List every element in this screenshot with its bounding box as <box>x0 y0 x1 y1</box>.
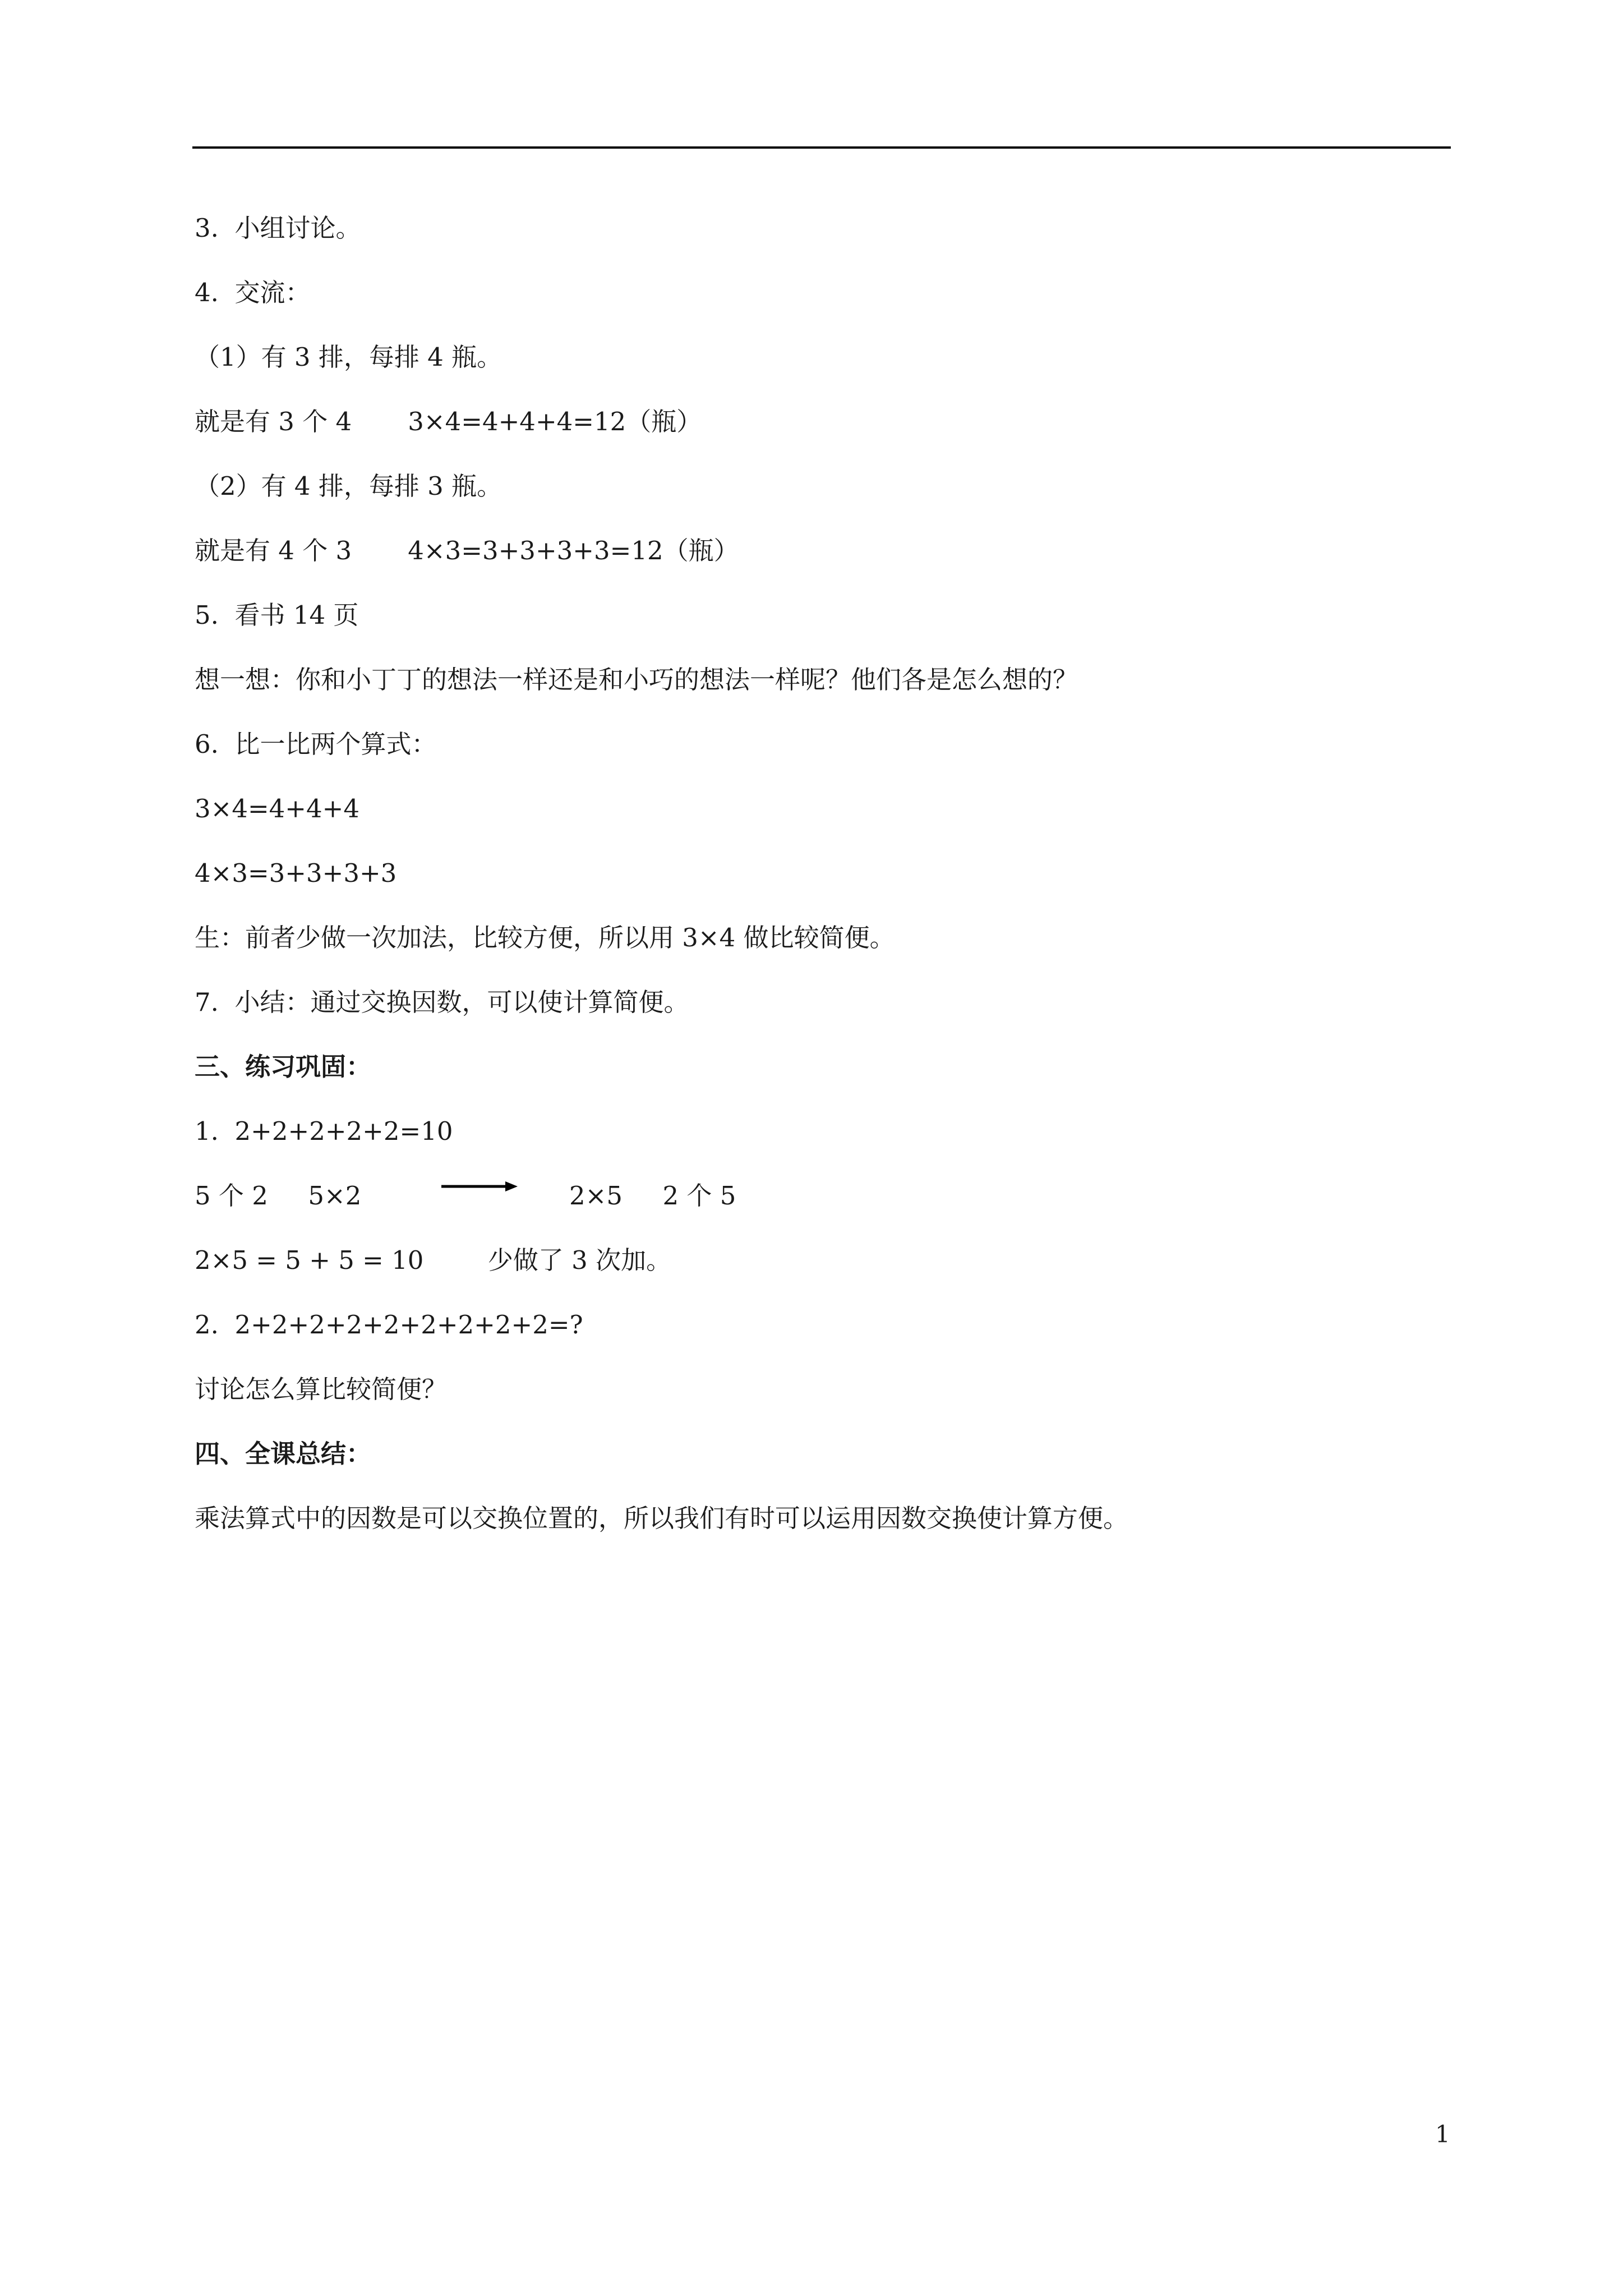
section-4-heading: 四、全课总结： <box>195 1439 372 1469</box>
step-6-line: 6. 比一比两个算式： <box>195 729 437 759</box>
case-1-equation: 就是有 3 个 4 3×4=4+4+4=12（瓶） <box>195 407 702 436</box>
step-3-line: 3. 小组讨论。 <box>195 213 361 243</box>
exercise-1-right: 2×5 2 个 5 <box>569 1181 736 1211</box>
header-rule <box>192 146 1451 149</box>
case-2-line: （2）有 4 排，每排 3 瓶。 <box>195 471 502 501</box>
step-4-line: 4. 交流： <box>195 278 311 307</box>
student-answer: 生：前者少做一次加法，比较方便，所以用 3×4 做比较简便。 <box>195 923 895 953</box>
formula-a: 3×4=4+4+4 <box>195 794 359 823</box>
step-5-line: 5. 看书 14 页 <box>195 600 359 630</box>
page-number: 1 <box>1435 2120 1450 2148</box>
case-1-line: （1）有 3 排，每排 4 瓶。 <box>195 342 502 372</box>
exercise-2: 2. 2+2+2+2+2+2+2+2+2=? <box>195 1310 583 1340</box>
exercise-1-left: 5 个 2 5×2 <box>195 1181 362 1211</box>
think-question: 想一想：你和小丁丁的想法一样还是和小巧的想法一样呢？他们各是怎么想的？ <box>195 665 1078 694</box>
discussion-prompt: 讨论怎么算比较简便？ <box>195 1374 448 1404</box>
exercise-1: 1. 2+2+2+2+2=10 <box>195 1116 453 1146</box>
section-4-text: 乘法算式中的因数是可以交换位置的，所以我们有时可以运用因数交换使计算方便。 <box>195 1503 1129 1533</box>
case-2-equation: 就是有 4 个 3 4×3=3+3+3+3=12（瓶） <box>195 536 739 565</box>
exercise-1-result: 2×5 = 5 + 5 = 10 少做了 3 次加。 <box>195 1245 672 1275</box>
section-3-heading: 三、练习巩固： <box>195 1052 372 1082</box>
step-7-summary: 7. 小结：通过交换因数，可以使计算简便。 <box>195 987 689 1017</box>
right-arrow-icon <box>440 1178 519 1195</box>
formula-b: 4×3=3+3+3+3 <box>195 858 397 888</box>
